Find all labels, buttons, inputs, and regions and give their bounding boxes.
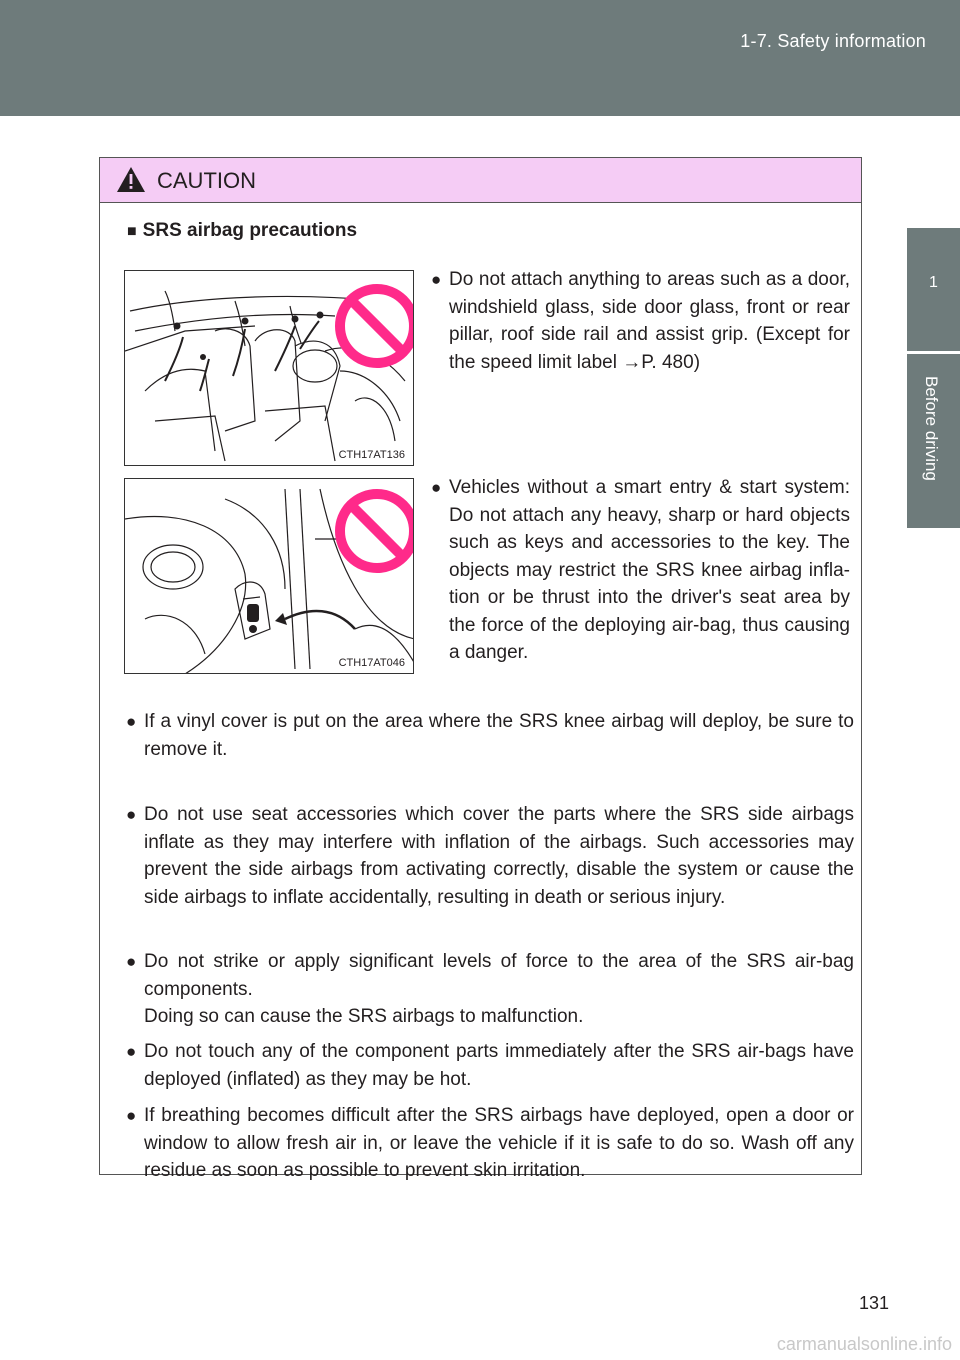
bullet-text: Do not attach anything to areas such as a door, windshield glass, side door glass, front or rear pillar, roof side rail and assist grip. (Except for the speed limit label →P. 480) bbox=[449, 269, 850, 373]
bullet-text: Do not use seat accessories which cover the parts where the SRS side airbags inflate as they may interfere with inflation of the airbags. Such accessories may prevent the side airbags from activating correctly, disable the system or cause the side airbags to inflate accidentally, resulting in death or serious injury. bbox=[144, 804, 854, 908]
car-interior-illustration bbox=[125, 271, 414, 466]
bullet-text: Vehicles without a smart entry & start system: Do not attach any heavy, sharp or hard objects such as keys and accessories to the key. The objects may restrict the SRS knee airbag infla-tion or be thrust into the driver's seat area by the force of the deploying air-bag, thus causing a danger. bbox=[449, 477, 850, 663]
bullet-text: Do not strike or apply significant levels of force to the area of the SRS air-bag components. bbox=[144, 951, 854, 1000]
chapter-label: Before driving bbox=[922, 376, 941, 481]
figure-code: CTH17AT046 bbox=[338, 657, 405, 669]
bullet-item bbox=[431, 474, 850, 667]
bullet-dot-icon: ● bbox=[126, 1106, 137, 1125]
steering-illustration bbox=[125, 479, 414, 674]
section-heading bbox=[127, 220, 357, 242]
header-band bbox=[0, 0, 960, 116]
page-number: 131 bbox=[858, 1293, 889, 1313]
bullet-item bbox=[126, 801, 854, 911]
caution-title: CAUTION bbox=[157, 168, 256, 193]
watermark: carmanualsonline.info bbox=[776, 1334, 952, 1354]
bullet-item bbox=[126, 948, 854, 1031]
caution-box bbox=[99, 157, 862, 1181]
bullet-item bbox=[126, 1102, 854, 1185]
figure-steering-column bbox=[124, 478, 414, 674]
section-title: 1-7. Safety information bbox=[740, 31, 926, 51]
figure-code: CTH17AT136 bbox=[338, 449, 405, 461]
bullet-item bbox=[126, 708, 854, 763]
figure-interior-pillars bbox=[124, 270, 414, 466]
warning-triangle-icon bbox=[116, 166, 146, 193]
bullet-text: If breathing becomes difficult after the SRS airbags have deployed, open a door or window to allow fresh air in, or leave the vehicle if it is safe to do so. Wash off any residue as soon as possible to prevent skin irritation. bbox=[144, 1105, 854, 1181]
bullet-dot-icon: ● bbox=[126, 952, 137, 971]
bullet-item bbox=[431, 266, 850, 376]
bullet-dot-icon: ● bbox=[126, 1042, 137, 1061]
bullet-text-continued: Doing so can cause the SRS airbags to malfunction. bbox=[144, 1006, 584, 1027]
bullet-dot-icon: ● bbox=[431, 478, 442, 497]
square-bullet-icon: ■ bbox=[127, 223, 137, 240]
bullet-dot-icon: ● bbox=[126, 805, 137, 824]
bullet-item bbox=[126, 1038, 854, 1093]
bullet-dot-icon: ● bbox=[126, 712, 137, 731]
chapter-number: 1 bbox=[929, 274, 938, 291]
caution-header bbox=[100, 158, 861, 203]
chapter-side-tab[interactable] bbox=[907, 228, 960, 528]
chapter-number-box bbox=[907, 228, 960, 354]
bullet-dot-icon: ● bbox=[431, 270, 442, 289]
section-heading-text: SRS airbag precautions bbox=[142, 220, 358, 241]
bullet-text: If a vinyl cover is put on the area where the SRS knee airbag will deploy, be sure to remove it. bbox=[144, 711, 854, 760]
bullet-text: Do not touch any of the component parts immediately after the SRS air-bags have deployed (inflated) as they may be hot. bbox=[144, 1041, 854, 1090]
